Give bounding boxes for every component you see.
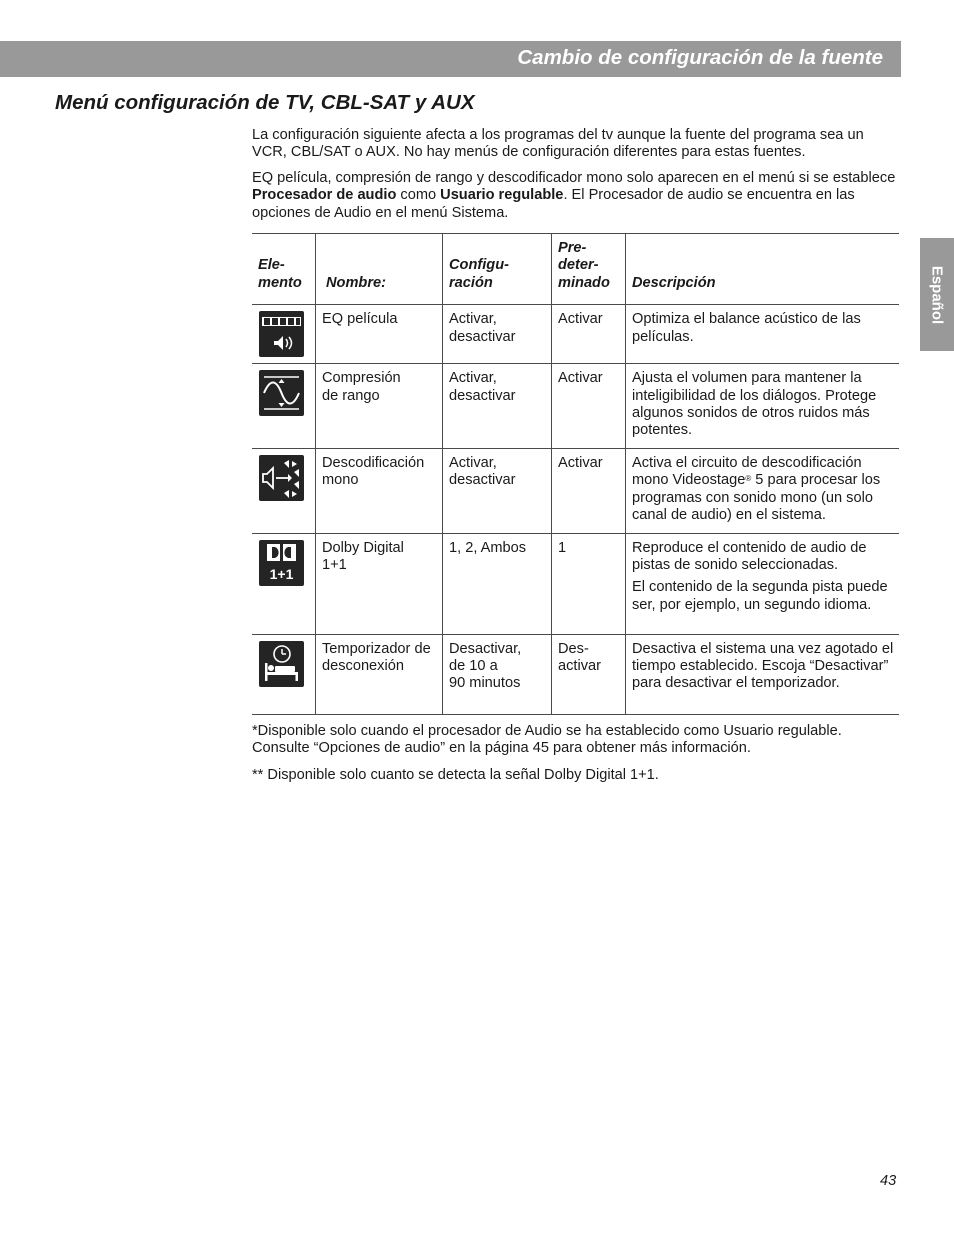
cell-descripcion: Desactiva el sistema una vez agotado el tiempo establecido. Escoja “Desactivar” para desactivar el temporizador.	[626, 634, 900, 714]
header-descripcion: Descripción	[626, 234, 900, 305]
cell-predeterminado: Activar	[552, 305, 626, 364]
icon-cell	[252, 533, 316, 634]
intro-bold-user: Usuario regulable	[440, 187, 564, 204]
header-configuracion: Configu- ración	[443, 234, 552, 305]
intro-text: como	[396, 187, 441, 204]
dolby-digital-icon	[259, 540, 304, 586]
cell-descripcion: Optimiza el balance acústico de las películas.	[626, 305, 900, 364]
cell-config: Activar, desactivar	[443, 305, 552, 364]
cell-config: 1, 2, Ambos	[443, 533, 552, 634]
cell-descripcion: Ajusta el volumen para mantener la inteligibilidad de los diálogos. Protege algunos sonidos de otros ruidos más potentes.	[626, 364, 900, 449]
icon-cell	[252, 364, 316, 449]
intro-paragraph-1: La configuración siguiente afecta a los programas del tv aunque la fuente del programa sea un VCR, CBL/SAT o AUX. No hay menús de configuración diferentes para estas fuentes.	[252, 127, 864, 161]
header-predeterminado: Pre- deter- minado	[552, 234, 626, 305]
table-header-row	[252, 234, 899, 305]
dolby-icon-text: 1+1	[269, 565, 294, 582]
cell-descripcion: Activa el circuito de descodificación mono Videostage® 5 para procesar los programas con sonido mono (un solo canal de audio) en el sistema.	[626, 448, 900, 533]
table-row	[252, 305, 899, 364]
cell-predeterminado: Des- activar	[552, 634, 626, 714]
registered-mark: ®	[745, 474, 752, 484]
cell-config: Activar, desactivar	[443, 364, 552, 449]
cell-descripcion	[626, 533, 900, 634]
header-title: Cambio de configuración de la fuente	[517, 46, 883, 69]
cell-predeterminado: 1	[552, 533, 626, 634]
range-compression-icon	[259, 370, 304, 416]
header-nombre: Nombre:	[316, 234, 443, 305]
intro-paragraph-2	[252, 170, 900, 222]
table-row	[252, 448, 899, 533]
settings-table	[252, 233, 899, 714]
footnotes	[252, 723, 900, 785]
header-bar	[0, 41, 901, 77]
footnote-2: ** Disponible solo cuanto se detecta la señal Dolby Digital 1+1.	[252, 767, 659, 784]
movie-eq-icon	[259, 311, 304, 357]
language-tab	[920, 238, 954, 351]
footnote-1: *Disponible solo cuando el procesador de Audio se ha establecido como Usuario regulable. Consulte “Opciones de audio” en la página 45 para obtener más información.	[252, 722, 842, 756]
cell-config: Activar, desactivar	[443, 448, 552, 533]
cell-nombre: Descodificación mono	[316, 448, 443, 533]
description-part-2: El contenido de la segunda pista puede ser, por ejemplo, un segundo idioma.	[632, 579, 888, 613]
intro-text: . El Procesador de audio se encuentra en las opciones de Audio en el menú Sistema.	[252, 187, 855, 221]
language-tab-label: Español	[928, 265, 946, 324]
cell-config: Desactivar, de 10 a 90 minutos	[443, 634, 552, 714]
cell-nombre: Compresión de rango	[316, 364, 443, 449]
cell-predeterminado: Activar	[552, 448, 626, 533]
icon-cell	[252, 634, 316, 714]
intro-text: EQ película, compresión de rango y descodificador mono solo aparecen en el menú si se establece	[252, 169, 896, 186]
icon-cell	[252, 305, 316, 364]
cell-nombre: EQ película	[316, 305, 443, 364]
cell-predeterminado: Activar	[552, 364, 626, 449]
table-row	[252, 634, 899, 714]
cell-nombre: Dolby Digital 1+1	[316, 533, 443, 634]
page-number: 43	[880, 1173, 897, 1189]
cell-nombre: Temporizador de desconexión	[316, 634, 443, 714]
header-elemento: Ele- mento	[258, 257, 302, 291]
mono-decode-icon	[259, 455, 304, 501]
description-part-1: Reproduce el contenido de audio de pistas de sonido seleccionadas.	[632, 539, 867, 573]
table-row	[252, 533, 899, 634]
intro-bold-processor: Procesador de audio	[252, 187, 397, 204]
section-title: Menú configuración de TV, CBL-SAT y AUX	[55, 91, 475, 114]
main-content	[252, 127, 900, 795]
table-row	[252, 364, 899, 449]
sleep-timer-icon	[259, 641, 304, 687]
icon-cell	[252, 448, 316, 533]
